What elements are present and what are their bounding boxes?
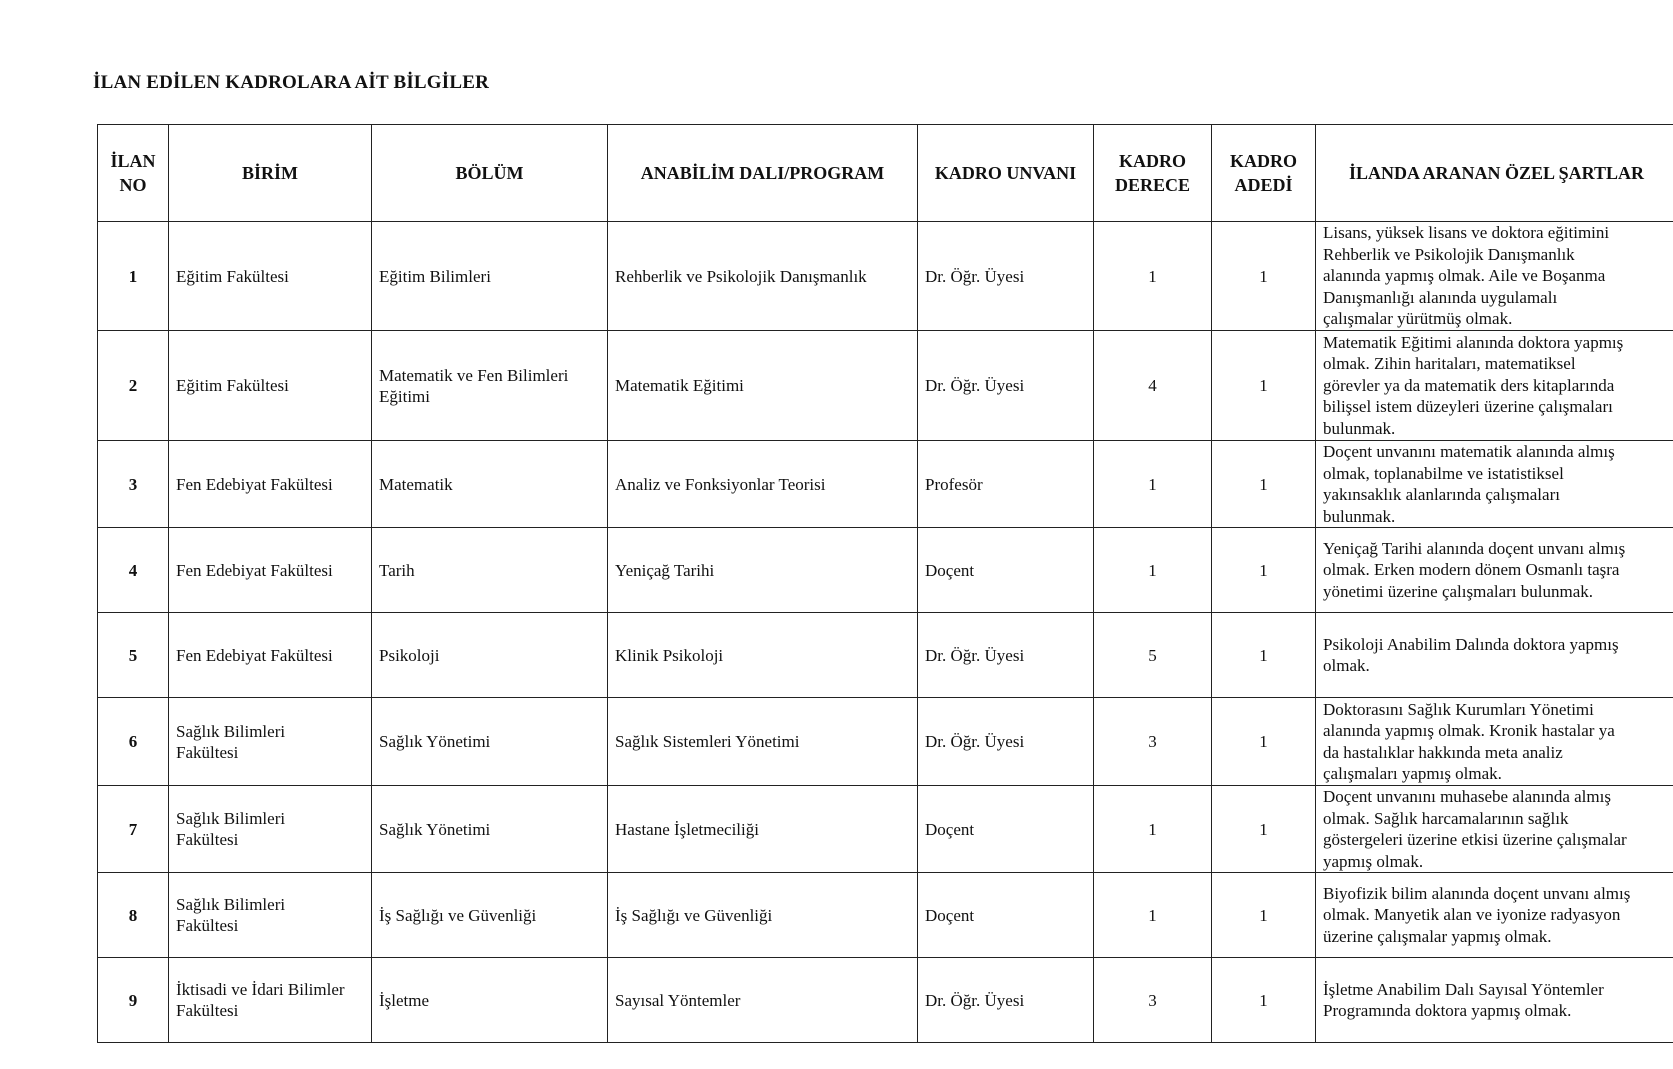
cell-anabilim-dali: Klinik Psikoloji (608, 613, 918, 698)
cell-birim: Sağlık Bilimleri Fakültesi (169, 786, 372, 873)
cell-kadro-derece: 1 (1094, 222, 1212, 331)
table-row (98, 331, 1673, 441)
cell-ozel-sartlar: Doktorasını Sağlık Kurumları Yönetimi alanında yapmış olmak. Kronik hastalar ya da hastalıklar hakkında meta analiz çalışmaları yapmış olmak. (1316, 698, 1673, 786)
cell-bolum: Sağlık Yönetimi (372, 786, 608, 873)
header-anabilim-dali: ANABİLİM DALI/PROGRAM (608, 125, 918, 222)
cell-anabilim-dali: Sayısal Yöntemler (608, 958, 918, 1043)
table-row (98, 873, 1673, 958)
cell-kadro-adedi: 1 (1212, 528, 1316, 613)
cell-bolum: Psikoloji (372, 613, 608, 698)
cell-bolum: Sağlık Yönetimi (372, 698, 608, 786)
cell-kadro-unvani: Dr. Öğr. Üyesi (918, 698, 1094, 786)
cell-ozel-sartlar: Matematik Eğitimi alanında doktora yapmış olmak. Zihin haritaları, matematiksel görevler ya da matematik ders kitaplarında bilişsel istem düzeyleri üzerine çalışmaları bulunmak. (1316, 331, 1673, 441)
cell-kadro-unvani: Doçent (918, 528, 1094, 613)
header-kadro-unvani: KADRO UNVANI (918, 125, 1094, 222)
cell-ozel-sartlar: Biyofizik bilim alanında doçent unvanı almış olmak. Manyetik alan ve iyonize radyasyon üzerine çalışmalar yapmış olmak. (1316, 873, 1673, 958)
table-row (98, 528, 1673, 613)
header-ilan-no: İLAN NO (98, 125, 169, 222)
cell-anabilim-dali: İş Sağlığı ve Güvenliği (608, 873, 918, 958)
header-kadro-adedi: KADRO ADEDİ (1212, 125, 1316, 222)
cell-kadro-unvani: Dr. Öğr. Üyesi (918, 613, 1094, 698)
cell-ozel-sartlar: Doçent unvanını matematik alanında almış olmak, toplanabilme ve istatistiksel yakınsaklık alanlarında çalışmaları bulunmak. (1316, 441, 1673, 528)
cell-kadro-derece: 4 (1094, 331, 1212, 441)
cell-kadro-adedi: 1 (1212, 873, 1316, 958)
cell-birim: İktisadi ve İdari Bilimler Fakültesi (169, 958, 372, 1043)
table-row (98, 958, 1673, 1043)
table-row (98, 613, 1673, 698)
cell-kadro-derece: 1 (1094, 873, 1212, 958)
cell-bolum: İş Sağlığı ve Güvenliği (372, 873, 608, 958)
cell-kadro-derece: 3 (1094, 698, 1212, 786)
cell-ilan-no: 8 (98, 873, 169, 958)
cell-anabilim-dali: Sağlık Sistemleri Yönetimi (608, 698, 918, 786)
cell-ozel-sartlar: Doçent unvanını muhasebe alanında almış olmak. Sağlık harcamalarının sağlık göstergeleri üzerine etkisi üzerine çalışmalar yapmış olmak. (1316, 786, 1673, 873)
cell-birim: Sağlık Bilimleri Fakültesi (169, 698, 372, 786)
header-row (98, 125, 1673, 222)
cell-bolum: Matematik (372, 441, 608, 528)
table-body (98, 222, 1673, 1043)
cell-kadro-adedi: 1 (1212, 698, 1316, 786)
cell-ilan-no: 6 (98, 698, 169, 786)
cell-anabilim-dali: Yeniçağ Tarihi (608, 528, 918, 613)
cell-bolum: İşletme (372, 958, 608, 1043)
cell-ozel-sartlar: İşletme Anabilim Dalı Sayısal Yöntemler Programında doktora yapmış olmak. (1316, 958, 1673, 1043)
cell-kadro-unvani: Dr. Öğr. Üyesi (918, 958, 1094, 1043)
header-ozel-sartlar: İLANDA ARANAN ÖZEL ŞARTLAR (1316, 125, 1673, 222)
cell-kadro-adedi: 1 (1212, 441, 1316, 528)
header-kadro-derece: KADRO DERECE (1094, 125, 1212, 222)
cell-bolum: Tarih (372, 528, 608, 613)
cell-birim: Fen Edebiyat Fakültesi (169, 441, 372, 528)
cell-kadro-adedi: 1 (1212, 331, 1316, 441)
cell-birim: Fen Edebiyat Fakültesi (169, 528, 372, 613)
cell-ilan-no: 7 (98, 786, 169, 873)
cell-birim: Fen Edebiyat Fakültesi (169, 613, 372, 698)
cell-bolum: Matematik ve Fen Bilimleri Eğitimi (372, 331, 608, 441)
cell-kadro-unvani: Dr. Öğr. Üyesi (918, 222, 1094, 331)
cell-kadro-derece: 5 (1094, 613, 1212, 698)
page-title: İLAN EDİLEN KADROLARA AİT BİLGİLER (93, 72, 490, 93)
table-row (98, 698, 1673, 786)
cell-anabilim-dali: Matematik Eğitimi (608, 331, 918, 441)
cell-ilan-no: 5 (98, 613, 169, 698)
cell-ilan-no: 4 (98, 528, 169, 613)
cell-kadro-unvani: Dr. Öğr. Üyesi (918, 331, 1094, 441)
cell-birim: Sağlık Bilimleri Fakültesi (169, 873, 372, 958)
header-bolum: BÖLÜM (372, 125, 608, 222)
cell-kadro-derece: 1 (1094, 528, 1212, 613)
cell-birim: Eğitim Fakültesi (169, 222, 372, 331)
cell-kadro-derece: 3 (1094, 958, 1212, 1043)
positions-table (97, 124, 1673, 1043)
cell-kadro-adedi: 1 (1212, 222, 1316, 331)
cell-kadro-unvani: Doçent (918, 873, 1094, 958)
cell-ilan-no: 1 (98, 222, 169, 331)
cell-kadro-derece: 1 (1094, 441, 1212, 528)
cell-anabilim-dali: Rehberlik ve Psikolojik Danışmanlık (608, 222, 918, 331)
cell-kadro-adedi: 1 (1212, 958, 1316, 1043)
table-row (98, 786, 1673, 873)
cell-ozel-sartlar: Lisans, yüksek lisans ve doktora eğitimini Rehberlik ve Psikolojik Danışmanlık alanında yapmış olmak. Aile ve Boşanma Danışmanlığı alanında uygulamalı çalışmalar yürütmüş olmak. (1316, 222, 1673, 331)
cell-ozel-sartlar: Psikoloji Anabilim Dalında doktora yapmış olmak. (1316, 613, 1673, 698)
table-row (98, 222, 1673, 331)
cell-bolum: Eğitim Bilimleri (372, 222, 608, 331)
cell-kadro-derece: 1 (1094, 786, 1212, 873)
cell-kadro-adedi: 1 (1212, 786, 1316, 873)
cell-anabilim-dali: Analiz ve Fonksiyonlar Teorisi (608, 441, 918, 528)
cell-anabilim-dali: Hastane İşletmeciliği (608, 786, 918, 873)
cell-kadro-unvani: Profesör (918, 441, 1094, 528)
table-row (98, 441, 1673, 528)
cell-birim: Eğitim Fakültesi (169, 331, 372, 441)
cell-ilan-no: 2 (98, 331, 169, 441)
cell-ozel-sartlar: Yeniçağ Tarihi alanında doçent unvanı almış olmak. Erken modern dönem Osmanlı taşra yönetimi üzerine çalışmaları bulunmak. (1316, 528, 1673, 613)
cell-kadro-adedi: 1 (1212, 613, 1316, 698)
cell-ilan-no: 3 (98, 441, 169, 528)
cell-ilan-no: 9 (98, 958, 169, 1043)
cell-kadro-unvani: Doçent (918, 786, 1094, 873)
header-birim: BİRİM (169, 125, 372, 222)
